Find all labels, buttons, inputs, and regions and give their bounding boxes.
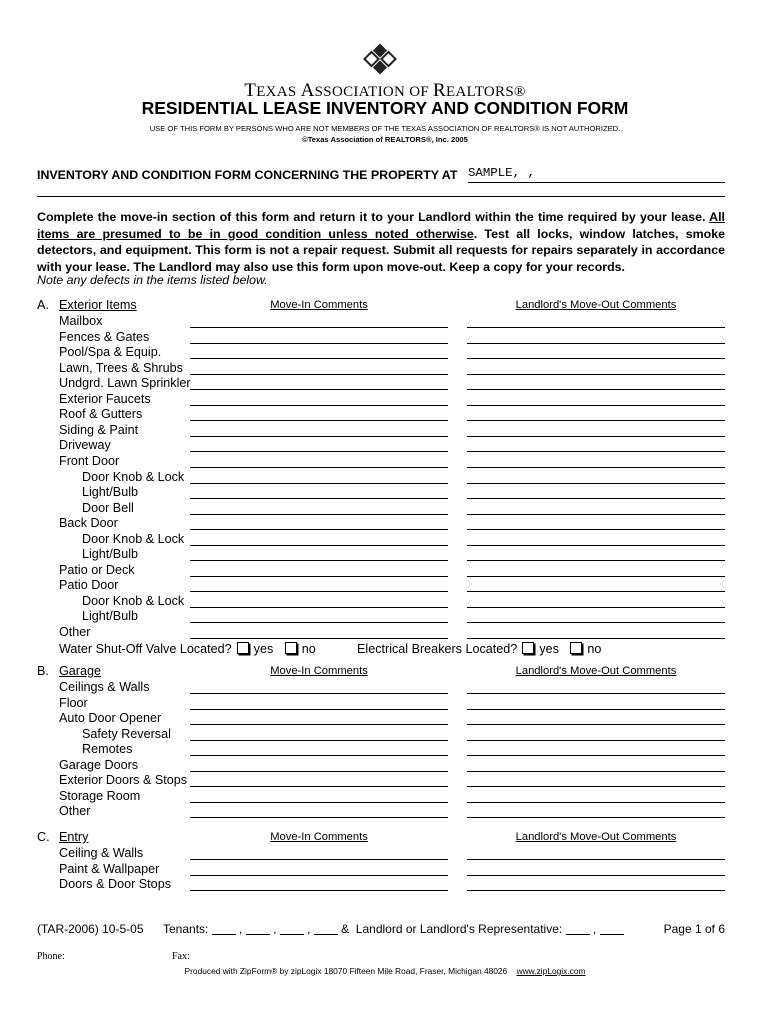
- move-in-comment-field[interactable]: [190, 638, 448, 639]
- move-out-comment-field[interactable]: [467, 802, 725, 803]
- section-title: Entry: [59, 830, 89, 844]
- membership-notice: USE OF THIS FORM BY PERSONS WHO ARE NOT MEMBERS OF THE TEXAS ASSOCIATION OF REALTORS® IS NOT AUTHORIZED.: [149, 124, 621, 133]
- move-out-comment-field[interactable]: [467, 560, 725, 561]
- tenant-initial-field[interactable]: [246, 922, 270, 935]
- copyright: ©Texas Association of REALTORS®, Inc. 2005: [302, 135, 468, 144]
- form-title: RESIDENTIAL LEASE INVENTORY AND CONDITION FORM: [141, 98, 629, 118]
- move-in-comment-field[interactable]: [190, 859, 448, 860]
- inventory-item-label: Pool/Spa & Equip.: [59, 345, 162, 360]
- section-title: Exterior Items: [59, 298, 137, 312]
- move-in-comment-field[interactable]: [190, 498, 448, 499]
- move-in-comment-field[interactable]: [190, 420, 448, 421]
- tenant-initial-field[interactable]: [314, 922, 338, 935]
- section-letter: A.: [37, 298, 49, 312]
- move-in-comment-field[interactable]: [190, 755, 448, 756]
- move-in-comment-field[interactable]: [190, 786, 448, 787]
- tenant-initial-field[interactable]: [212, 922, 236, 935]
- move-out-comment-field[interactable]: [467, 545, 725, 546]
- inventory-item-label: Light/Bulb: [82, 547, 139, 562]
- form-id: (TAR-2006) 10-5-05: [37, 922, 144, 936]
- property-address-field[interactable]: SAMPLE, ,: [468, 166, 725, 183]
- inventory-item-label: Door Knob & Lock: [82, 531, 185, 546]
- inventory-item-label: Mailbox: [59, 314, 103, 328]
- section-letter: B.: [37, 664, 49, 678]
- move-out-comment-field[interactable]: [467, 358, 725, 359]
- inventory-item-label: Ceiling & Walls: [59, 846, 144, 860]
- inventory-item-label: Auto Door Opener: [59, 711, 162, 726]
- move-out-comment-field[interactable]: [467, 498, 725, 499]
- move-in-comment-field[interactable]: [190, 514, 448, 515]
- move-out-comment-field[interactable]: [467, 771, 725, 772]
- move-out-comment-field[interactable]: [467, 576, 725, 577]
- move-in-comment-field[interactable]: [190, 890, 448, 891]
- water-valve-question: Water Shut-Off Valve Located? yes no: [59, 642, 316, 656]
- move-in-comment-field[interactable]: [190, 436, 448, 437]
- tenant-initials: Tenants: , , , & Landlord or Landlord's Representative: ,: [163, 922, 624, 936]
- inventory-item-label: Lawn, Trees & Shrubs: [59, 360, 183, 375]
- move-in-comment-field[interactable]: [190, 693, 448, 694]
- inventory-item-label: Light/Bulb: [82, 485, 139, 500]
- move-out-comments-header: Landlord's Move-Out Comments: [515, 665, 677, 677]
- move-out-comments-header: Landlord's Move-Out Comments: [515, 831, 677, 843]
- move-out-comment-field[interactable]: [467, 374, 725, 375]
- phone-label: Phone:: [37, 951, 65, 962]
- ziplogix-link[interactable]: www.zipLogix.com: [516, 966, 586, 976]
- move-in-comment-field[interactable]: [190, 576, 448, 577]
- move-out-comment-field[interactable]: [467, 436, 725, 437]
- move-out-comment-field[interactable]: [467, 514, 725, 515]
- inventory-item-label: Light/Bulb: [82, 609, 139, 624]
- inventory-item-label: Back Door: [59, 516, 118, 531]
- move-out-comments-header: Landlord's Move-Out Comments: [515, 299, 677, 311]
- produced-by: Produced with ZipForm® by zipLogix 18070 Fifteen Mile Road, Fraser, Michigan 48026 www.zipLogix.com: [184, 966, 586, 976]
- inventory-item-label: Undgrd. Lawn Sprinkler: [59, 376, 191, 391]
- inventory-item-label: Storage Room: [59, 788, 141, 803]
- inventory-item-label: Door Bell: [82, 500, 134, 515]
- page-number: Page 1 of 6: [663, 922, 725, 936]
- move-in-comment-field[interactable]: [190, 327, 448, 328]
- move-in-comments-header: Move-In Comments: [270, 665, 368, 677]
- inventory-item-label: Safety Reversal: [82, 726, 171, 741]
- move-in-comment-field[interactable]: [190, 591, 448, 592]
- fax-label: Fax:: [172, 951, 190, 962]
- section-title: Garage: [59, 664, 102, 678]
- move-in-comment-field[interactable]: [190, 622, 448, 623]
- move-in-comment-field[interactable]: [190, 802, 448, 803]
- inventory-item-label: Exterior Doors & Stops: [59, 773, 188, 788]
- move-out-comment-field[interactable]: [467, 420, 725, 421]
- move-in-comments-header: Move-In Comments: [270, 831, 368, 843]
- move-out-comment-field[interactable]: [467, 389, 725, 390]
- move-in-comment-field[interactable]: [190, 389, 448, 390]
- move-in-comment-field[interactable]: [190, 451, 448, 452]
- inventory-item-label: Remotes: [82, 742, 133, 757]
- move-in-comment-field[interactable]: [190, 483, 448, 484]
- move-out-comment-field[interactable]: [467, 591, 725, 592]
- move-in-comment-field[interactable]: [190, 467, 448, 468]
- tenant-initial-field[interactable]: [280, 922, 304, 935]
- move-in-comment-field[interactable]: [190, 875, 448, 876]
- landlord-initial-field[interactable]: [566, 922, 590, 935]
- tar-logo-icon: [363, 42, 397, 76]
- move-in-comment-field[interactable]: [190, 545, 448, 546]
- property-label: INVENTORY AND CONDITION FORM CONCERNING THE PROPERTY AT: [37, 168, 458, 182]
- property-address-line-2[interactable]: [37, 196, 725, 197]
- electrical-yes-checkbox[interactable]: [522, 642, 534, 654]
- inventory-item-label: Ceilings & Walls: [59, 680, 150, 694]
- inventory-item-label: Doors & Door Stops: [59, 877, 171, 892]
- move-in-comment-field[interactable]: [190, 607, 448, 608]
- move-out-comment-field[interactable]: [467, 709, 725, 710]
- section-letter: C.: [37, 830, 50, 844]
- move-in-comments-header: Move-In Comments: [270, 299, 368, 311]
- move-in-comment-field[interactable]: [190, 817, 448, 818]
- inventory-item-label: Front Door: [59, 453, 120, 468]
- move-out-comment-field[interactable]: [467, 405, 725, 406]
- inventory-item-label: Paint & Wallpaper: [59, 861, 160, 876]
- move-out-comment-field[interactable]: [467, 451, 725, 452]
- move-out-comment-field[interactable]: [467, 817, 725, 818]
- move-in-comment-field[interactable]: [190, 709, 448, 710]
- inventory-item-label: Floor: [59, 695, 88, 710]
- electrical-breakers-question: Electrical Breakers Located? yes no: [357, 642, 602, 656]
- move-in-comment-field[interactable]: [190, 358, 448, 359]
- inventory-item-label: Exterior Faucets: [59, 391, 151, 406]
- move-out-comment-field[interactable]: [467, 740, 725, 741]
- move-out-comment-field[interactable]: [467, 724, 725, 725]
- move-out-comment-field[interactable]: [467, 875, 725, 876]
- move-out-comment-field[interactable]: [467, 467, 725, 468]
- move-out-comment-field[interactable]: [467, 607, 725, 608]
- move-in-comment-field[interactable]: [190, 343, 448, 344]
- inventory-item-label: Driveway: [59, 438, 111, 453]
- inventory-item-label: Garage Doors: [59, 757, 139, 772]
- inventory-item-label: Patio Door: [59, 578, 119, 593]
- move-in-comment-field[interactable]: [190, 724, 448, 725]
- move-out-comment-field[interactable]: [467, 622, 725, 623]
- move-out-comment-field[interactable]: [467, 693, 725, 694]
- water-yes-checkbox[interactable]: [237, 642, 249, 654]
- move-out-comment-field[interactable]: [467, 638, 725, 639]
- move-out-comment-field[interactable]: [467, 529, 725, 530]
- electrical-no-checkbox[interactable]: [570, 642, 582, 654]
- inventory-item-label: Other: [59, 625, 91, 639]
- instructions-note: Note any defects in the items listed below.: [37, 273, 268, 287]
- water-no-checkbox[interactable]: [285, 642, 297, 654]
- move-out-comment-field[interactable]: [467, 755, 725, 756]
- organization-name: TEXAS ASSOCIATION OF REALTORS®: [244, 80, 526, 101]
- inventory-item-label: Patio or Deck: [59, 562, 135, 577]
- move-in-comment-field[interactable]: [190, 740, 448, 741]
- move-out-comment-field[interactable]: [467, 343, 725, 344]
- move-out-comment-field[interactable]: [467, 890, 725, 891]
- inventory-item-label: Other: [59, 804, 91, 819]
- inventory-item-label: Siding & Paint: [59, 422, 139, 437]
- move-out-comment-field[interactable]: [467, 786, 725, 787]
- move-out-comment-field[interactable]: [467, 859, 725, 860]
- landlord-initial-field[interactable]: [600, 922, 624, 935]
- inventory-item-label: Fences & Gates: [59, 329, 150, 344]
- inventory-item-label: Door Knob & Lock: [82, 593, 185, 608]
- move-in-comment-field[interactable]: [190, 529, 448, 530]
- inventory-item-label: Roof & Gutters: [59, 407, 143, 422]
- move-in-comment-field[interactable]: [190, 405, 448, 406]
- instructions: Complete the move-in section of this form and return it to your Landlord within the time required by your lease. All items are presumed to be in good condition unless noted otherwise. Test all locks, window latches, smoke detectors, and equipment. This form is not a repair request. Submit all requests for repairs separately in accordance with your lease. The Landlord may also use this form upon move-out. Keep a copy for your records.: [37, 210, 725, 274]
- move-out-comment-field[interactable]: [467, 483, 725, 484]
- inventory-item-label: Door Knob & Lock: [82, 469, 185, 484]
- move-in-comment-field[interactable]: [190, 771, 448, 772]
- move-in-comment-field[interactable]: [190, 374, 448, 375]
- move-in-comment-field[interactable]: [190, 560, 448, 561]
- move-out-comment-field[interactable]: [467, 327, 725, 328]
